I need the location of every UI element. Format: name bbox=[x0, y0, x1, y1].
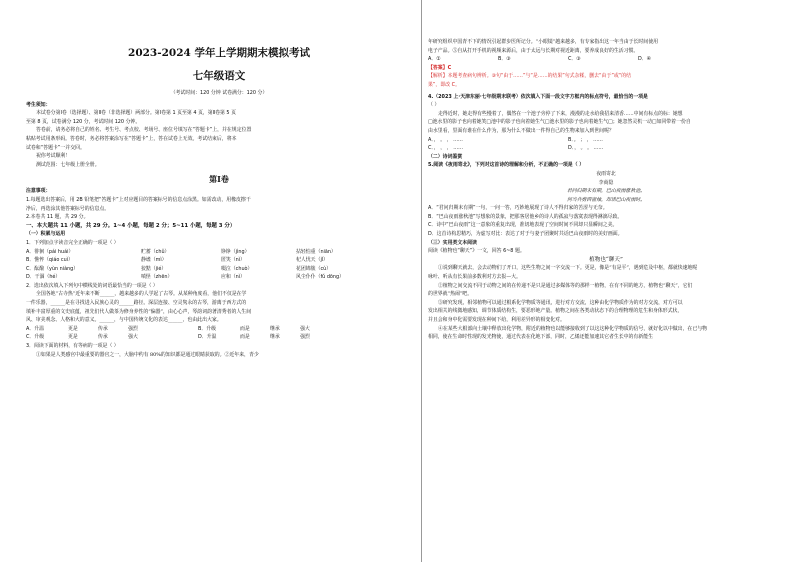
section-heading: 一、本大题共 11 小题，共 29 分。1~4 小题，每题 2 分；5~11 小题，每题 3 分） bbox=[26, 222, 236, 229]
article-line: 发出相关的线微地感知，调节体质结构生，要恶形地产量。植物之间在各类动状态下的合理物理的危生和身体形式状， bbox=[428, 308, 683, 315]
option-word: 更是 bbox=[68, 334, 78, 341]
question-1-stem: 1．下列加点字读音完全正确的一项是（ ） bbox=[26, 239, 119, 246]
option-cell: 风尘仆仆（fǔ dōng） bbox=[296, 274, 345, 281]
notice-line: 答卷前，请务必将自己的姓名、考生号、考点校、考场号、座位号填写在“答题卡”上，并在规定位置 bbox=[36, 127, 252, 134]
notice-line: 测试范围：七年级上册全册。 bbox=[36, 161, 100, 168]
notes-line: 2.本卷共 11 题，共 29 分。 bbox=[26, 214, 89, 221]
option-cell: A．徘徊（pái huái） bbox=[26, 248, 74, 255]
article-line: ①说到聊天就去，会去动物们了开口，这些生物之间一字交流一下。更是，像是“有是平”，遇到危及中枢，都就快速地呢 bbox=[438, 265, 698, 272]
question-2-passage-line: 全国各地“古寺热”近年来不断______，越来越多的人学起了古琴。从某种角度看，他们不仅是在学 bbox=[36, 291, 247, 298]
part1-title: 第Ⅰ卷 bbox=[209, 174, 229, 185]
question-2-option-row bbox=[26, 325, 412, 334]
option-word: 强大 bbox=[128, 334, 138, 341]
analysis-line: 果”，即改 C。 bbox=[428, 81, 460, 88]
notice-line: 试卷和“答题卡”一并交回。 bbox=[26, 144, 85, 151]
option-cell: B．。 ； ， …… bbox=[568, 136, 603, 143]
right-column bbox=[428, 38, 784, 342]
option-word: 而是 bbox=[240, 334, 250, 341]
question-4-stem: 4.（2023 上·天津东丽·七年级期末联考）依次填入下面一段文字方框内的标点符号，最恰当的一项是 bbox=[428, 93, 648, 100]
question-3-options bbox=[428, 55, 784, 64]
option-word: C．升级 bbox=[26, 334, 45, 341]
question-5-option: D．这首诗构思精巧，为虚写对比：表达了对于与妻子团聚时共话巴山夜雨时的美好画面。 bbox=[428, 231, 623, 238]
subsection-heading: （二）诗词鉴赏 bbox=[428, 153, 463, 160]
notes-heading: 注意事项： bbox=[26, 188, 51, 195]
question-1-option-row bbox=[26, 273, 412, 282]
option-word: 强烈 bbox=[300, 334, 310, 341]
notes-line: 1.每题选出答案后，用 2B 铅笔把“答题卡”上对应题目的答案标号的信息点涂黑。如需改动，用橡皮擦干 bbox=[26, 196, 251, 203]
option-cell: 静谧（mì） bbox=[141, 257, 167, 264]
article-line: ④在某些大根部向土壤中释放出化学物，附近的植物也以能够接收到了以这这种化学物质的信号，就好化以中做出，在已与物 bbox=[438, 325, 707, 332]
option-cell: A．① bbox=[428, 56, 441, 63]
option-cell: 应和（nì） bbox=[221, 274, 246, 281]
option-cell: 嗔怪（zhēn） bbox=[141, 274, 173, 281]
analysis-line: 【解析】本题考查病句辨析。③句“由于……”与“是……的结果”句式杂糅，删去“由于”或“的结 bbox=[428, 73, 632, 80]
option-cell: D．④ bbox=[638, 56, 652, 63]
article-line: ③研究发现，相邻植物可以通过根系化学物质等通讯，进行对方交流，这种由化学物质作为的对方交流，对方可以 bbox=[438, 299, 683, 306]
question-2-option-row bbox=[26, 333, 412, 342]
exam-meta: （考试时间：120 分钟 试卷满分：120 分） bbox=[170, 90, 268, 96]
article-line: 相同，使在生命时性现的发光物使，通过代表在化地下部，同时，乙烯还能加速其它者生长中的有新能生 bbox=[428, 334, 653, 341]
option-word: B．升级 bbox=[198, 325, 217, 332]
option-cell: 贮蓄（chǔ） bbox=[141, 248, 170, 255]
question-6-stem: 阅读《植物也“聊天”》一文，回答 6~8 题。 bbox=[428, 248, 525, 255]
question-3-line: ①如果是人类感官中最重要的器官之一，大脑中约有 80%的知识都是通过眼睛获取的。②近年来，青少 bbox=[36, 351, 259, 358]
option-cell: 杞人忧天（jǐ） bbox=[296, 257, 329, 264]
notice-line: 粘贴考试用条形码。答卷时，务必将答案涂写在“答题卡”上，答在试卷上无效。考试结束后，将本 bbox=[26, 135, 237, 142]
option-cell: D．干涸（hé） bbox=[26, 274, 61, 281]
question-2-stem: 2．选出依次填入下列句中横线处的词语最恰当的一项是（ ） bbox=[26, 282, 158, 289]
option-cell: 匿笑（nì） bbox=[221, 257, 246, 264]
question-1-option-row bbox=[26, 248, 412, 257]
notes-line: 净后，再选涂其他答案标号的信息点。 bbox=[26, 205, 110, 212]
option-cell: D．， 。 。 …… bbox=[568, 145, 604, 152]
column-divider bbox=[421, 0, 422, 562]
question-5-option: C．诗中“巴山夜雨”这一意象的重复出现，准切地表现了空间时间不同却只显瞬间之美。 bbox=[428, 222, 618, 229]
question-4-passage-line: □池水里的影子也向着她笑□池中的影子也向着她生气□池水里的影子也向着她生气□；她忽然灵机一动□如同带着一份自 bbox=[428, 119, 691, 126]
article-line: 咏叶、听从有长果前多数利对方去报—大。 bbox=[428, 274, 521, 281]
subsection-heading: （一）积累与运用 bbox=[26, 231, 66, 238]
question-1-option-row bbox=[26, 256, 412, 265]
question-2-passage-line: 一件乐器，______是在寻找进入民族心灵的______路径。深层连接、空灵隽永的古琴，游离于西方式的 bbox=[26, 300, 247, 307]
option-word: D．升温 bbox=[198, 334, 217, 341]
question-2-passage-line: 填补丰富厚重的文史底蕴，祖先们代人做茶为修身养性的“偏器”，由心心声，琴韵词韵著清秀者的人生间 bbox=[26, 308, 252, 315]
exam-title: 2023-2024 学年上学期期末模拟考试 bbox=[128, 47, 310, 59]
poem-line: 君问归期未有期，巴山夜雨涨秋池。 bbox=[566, 188, 646, 195]
question-4-passage-line: 由水里看，里面有谁在什么作为，那为什么不做出一件得自己的生物来加入到世间呢？ bbox=[428, 127, 614, 134]
question-5-option: A．“君问归期未有期”一句，一问一答，巧妙地展现了诗人不得归家的苦涩与无奈。 bbox=[428, 205, 608, 212]
option-cell: 啜泣（chuò） bbox=[221, 265, 253, 272]
option-word: 继承 bbox=[270, 325, 280, 332]
option-cell: 花团锦簇（cù） bbox=[296, 265, 332, 272]
article-line: ②植物之间交流不同于动物之间的在传递不是只是通过多媒体等的那样一植物，在有不同的地方，植物也“聊天”，它们 bbox=[438, 282, 693, 289]
subsection-heading: （三）实用类文本阅读 bbox=[428, 239, 477, 246]
option-word: 更是 bbox=[68, 325, 78, 332]
option-word: 强烈 bbox=[128, 325, 138, 332]
option-word: 传承 bbox=[98, 325, 108, 332]
question-1-option-row bbox=[26, 265, 412, 274]
poem-title: 夜雨寄北 bbox=[596, 170, 616, 177]
option-cell: C．， ， ， …… bbox=[428, 145, 463, 152]
answer-label: 【答案】C bbox=[428, 64, 452, 71]
question-3-continued-line: 电子产品。⑤自从打开手机的视频来源后，由于太远与长期对视近距离，要养成良好的生活习惯。 bbox=[428, 47, 639, 54]
poem-line: 何当共剪西窗烛，却话巴山夜雨时。 bbox=[566, 196, 646, 203]
question-5-option: B．“巴山夜雨涨秋池”写想象的景象，把那客居他乡的诗人的孤寂与落寞表现得淋漓尽致。 bbox=[428, 213, 623, 220]
notice-line: 至第 8 页，试卷满分 120 分，考试时间 120 分钟。 bbox=[26, 118, 141, 125]
question-5-stem: 5.阅读《夜雨寄北》，下列对这首诗的理解和分析，不正确的一项是（ ） bbox=[428, 162, 585, 169]
option-word: 传承 bbox=[98, 334, 108, 341]
article-title: 植物也“聊天” bbox=[589, 256, 623, 263]
notice-line: 祝你考试顺利！ bbox=[36, 153, 71, 160]
option-word: 继承 bbox=[270, 334, 280, 341]
question-3-stem: 3．阅读下面的材料，有等病的一项是（ ） bbox=[26, 343, 119, 350]
subject-title: 七年级语文 bbox=[192, 70, 246, 82]
question-3-continued-line: 年研究组织中国青不下的情况引起群步医所记分。“小眼镜”越来越多，有专家指出这一年当由于长时间使用 bbox=[428, 39, 658, 45]
option-cell: C．酝酿（yùn niàng） bbox=[26, 265, 79, 272]
option-cell: A．， 。 ， …… bbox=[428, 136, 463, 143]
option-cell: B．憔悴（qiáo cuì） bbox=[26, 257, 73, 264]
left-column bbox=[26, 0, 412, 359]
question-2-passage-line: 风、审美观念、人格和大的意义。______，与中国传统文化的表达______，也由此出大家。 bbox=[26, 317, 222, 324]
option-cell: 拈轻怕重（niān） bbox=[296, 248, 336, 255]
article-line: 并且会和身中化需要发现在种间下给，利用差异形的相变化对。 bbox=[428, 317, 565, 323]
poem-author: 李商隐 bbox=[598, 179, 614, 186]
question-4-option-row bbox=[428, 136, 784, 145]
option-cell: B．③ bbox=[498, 56, 511, 63]
notice-line: 本试卷分第Ⅰ卷（选择题）、第Ⅱ卷（非选择题）两部分。第Ⅰ卷第 1 页至第 4 页，第Ⅱ卷第 5 页 bbox=[36, 110, 236, 117]
question-4-stem-end: （ ） bbox=[428, 102, 440, 109]
option-cell: C．③ bbox=[568, 56, 581, 63]
notice-heading: 考生须知： bbox=[26, 101, 51, 108]
option-word: 强大 bbox=[300, 325, 310, 332]
question-4-option-row bbox=[428, 144, 784, 153]
option-cell: 狡黠（jié） bbox=[141, 265, 167, 272]
option-cell: 铮铮（jìng） bbox=[221, 248, 250, 255]
option-word: A．升温 bbox=[26, 325, 45, 332]
article-line: 的世界就“热闹”吧。 bbox=[428, 291, 473, 298]
option-word: 而是 bbox=[240, 325, 250, 332]
question-4-passage-line: 走得近时，她走得有些慢着了，偶然在一个池子旁停了下来，漫漫的走水给我招来清香……中间有标点的标：她想 bbox=[438, 110, 683, 117]
